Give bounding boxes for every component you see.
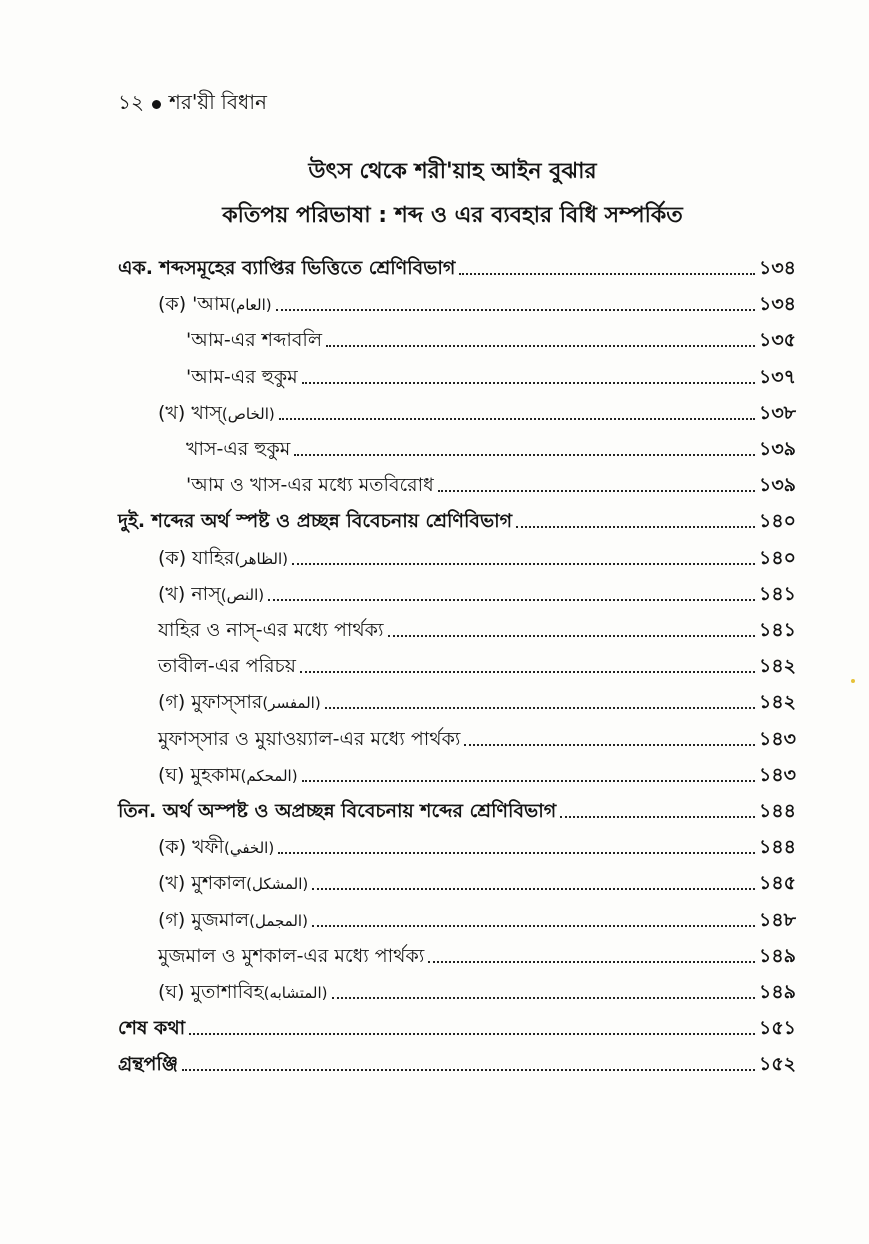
toc-entry-title: মুফাস্সার ও মুয়াওয়্যাল-এর মধ্যে পার্থক্য	[158, 727, 461, 750]
toc-entry	[118, 1044, 796, 1084]
toc-entry-arabic-term: (الخفي)	[223, 839, 275, 858]
toc-entry-title: (ক) 'আম	[158, 293, 231, 316]
toc-entry	[158, 538, 796, 578]
toc-entry-title: (ঘ) মুহকাম	[158, 763, 241, 786]
toc-entry-title: (খ) নাস্	[158, 582, 221, 605]
toc-entry-title: মুজমাল ও মুশকাল-এর মধ্যে পার্থক্য	[158, 944, 425, 967]
toc-entry-title: শেষ কথা	[118, 1017, 186, 1040]
toc-entry-page-number: ১৩৫	[758, 329, 796, 352]
dot-leader	[300, 671, 755, 673]
bullet-icon	[152, 100, 161, 109]
toc-entry-page-number: ১৩৪	[758, 257, 796, 279]
toc-entry-page-number: ১৩৭	[758, 365, 796, 388]
toc-entry-title: 'আম-এর শব্দাবলি	[186, 329, 322, 352]
toc-entry-page-number: ১৪২	[758, 655, 796, 678]
toc-entry-page-number: ১৪১	[759, 582, 796, 605]
toc-entry-title: তিন. অর্থ অস্পষ্ট ও অপ্রচ্ছন্ন বিবেচনায় শব্দের শ্রেণিবিভাগ	[118, 800, 557, 822]
toc-entry-page-number: ১৪৪	[759, 800, 796, 822]
toc-entry	[158, 610, 796, 650]
toc-entry	[158, 972, 796, 1012]
toc-entry	[158, 646, 796, 686]
dot-leader	[438, 490, 755, 492]
dot-leader	[459, 273, 755, 275]
toc-entry	[118, 248, 796, 288]
dot-leader	[276, 309, 755, 311]
toc-entry-title: গ্রন্থপঞ্জি	[118, 1053, 179, 1076]
dot-leader	[278, 852, 755, 854]
toc-entry	[158, 682, 796, 722]
dot-leader	[302, 382, 755, 384]
toc-entry	[118, 791, 796, 831]
toc-entry-title: (ঘ) মুতাশাবিহ	[158, 981, 264, 1003]
toc-entry-page-number: ১৫২	[758, 1053, 796, 1076]
section-title-line-1: উৎস থেকে শরী'য়াহ আইন বুঝার	[308, 159, 597, 184]
toc-entry-page-number: ১৩৮	[758, 401, 796, 424]
toc-entry-page-number: ১৪৪	[759, 836, 796, 859]
toc-entry	[186, 320, 796, 360]
toc-entry	[118, 501, 796, 541]
dot-leader	[388, 635, 756, 637]
dot-leader	[312, 888, 755, 890]
toc-entry-arabic-term: (النص)	[220, 585, 265, 604]
toc-entry-page-number: ১৩৪	[758, 293, 796, 316]
toc-entry-arabic-term: (المجمل)	[249, 911, 308, 930]
toc-entry-page-number: ১৪৯	[759, 944, 796, 967]
dot-leader	[294, 454, 755, 456]
paper-speck	[851, 679, 855, 683]
toc-entry-title: 'আম-এর হুকুম	[186, 365, 298, 388]
toc-entry-arabic-term: (المتشابه)	[263, 984, 328, 1002]
toc-entry-arabic-term: (المشكل)	[246, 875, 309, 894]
toc-entry-page-number: ১৪২	[758, 691, 796, 714]
page-number: ১২	[118, 90, 144, 114]
toc-entry-title: (গ) মুজমাল	[158, 908, 250, 931]
toc-entry-title: তাবীল-এর পরিচয়	[158, 655, 296, 678]
toc-entry-arabic-term: (المفسر)	[262, 694, 321, 713]
toc-entry-page-number: ১৪১	[759, 619, 796, 641]
toc-entry-arabic-term: (العام)	[230, 296, 272, 315]
dot-leader	[182, 1069, 755, 1071]
toc-entry	[158, 755, 796, 795]
toc-entry-title: (খ) খাস্	[158, 401, 222, 424]
dot-leader	[326, 345, 755, 347]
toc-entry-arabic-term: (الظاهر)	[234, 549, 289, 568]
toc-entry-page-number: ১৪৩	[758, 763, 796, 786]
toc-entry-title: খাস-এর হুকুম	[186, 438, 291, 460]
dot-leader	[302, 780, 755, 782]
toc-entry-title: যাহির ও নাস্-এর মধ্যে পার্থক্য	[158, 619, 384, 641]
section-title-line-2: কতিপয় পরিভাষা : শব্দ ও এর ব্যবহার বিধি সম্পর্কিত	[222, 203, 683, 228]
dot-leader	[464, 744, 755, 746]
toc-entry-title: (খ) মুশকাল	[158, 872, 247, 895]
toc-entry-title: দুই. শব্দের অর্থ স্পষ্ট ও প্রচ্ছন্ন বিবেচনায় শ্রেণিবিভাগ	[118, 510, 513, 533]
toc-entry-arabic-term: (الخاص)	[221, 404, 275, 423]
toc-entry	[158, 574, 796, 614]
toc-entry	[158, 284, 796, 324]
toc-entry	[186, 429, 796, 469]
toc-entry	[158, 936, 796, 976]
toc-entry-page-number: ১৫১	[759, 1017, 796, 1040]
dot-leader	[560, 816, 755, 818]
toc-entry-arabic-term: (المحكم)	[240, 766, 298, 785]
toc-entry-page-number: ১৪৮	[759, 908, 796, 931]
toc-entry	[186, 465, 796, 505]
toc-entry-page-number: ১৩৯	[758, 474, 796, 497]
dot-leader	[279, 418, 755, 420]
toc-entry-page-number: ১৪০	[758, 510, 796, 533]
dot-leader	[516, 526, 755, 528]
running-header	[118, 88, 267, 121]
toc-entry-title: (ক) যাহির	[158, 546, 235, 569]
dot-leader	[428, 961, 755, 963]
dot-leader	[325, 707, 755, 709]
toc-entry	[158, 827, 796, 867]
toc-entry	[158, 719, 796, 759]
toc-entry-title: (ক) খফী	[158, 836, 224, 859]
toc-entry	[158, 900, 796, 940]
toc-entry-title: এক. শব্দসমূহের ব্যাপ্তির ভিত্তিতে শ্রেণিবিভাগ	[118, 257, 456, 279]
toc-entry-page-number: ১৩৯	[758, 438, 796, 460]
dot-leader	[268, 599, 755, 601]
toc-entry	[158, 393, 796, 433]
dot-leader	[332, 997, 756, 999]
toc-entry-page-number: ১৪৯	[759, 981, 796, 1003]
toc-entry-title: 'আম ও খাস-এর মধ্যে মতবিরোধ	[186, 474, 434, 497]
dot-leader	[312, 925, 755, 927]
toc-entry	[186, 357, 796, 397]
toc-entry	[158, 863, 796, 903]
toc-entry-page-number: ১৪৩	[758, 727, 796, 750]
toc-entry-page-number: ১৪০	[758, 546, 796, 569]
toc-entry	[118, 1008, 796, 1048]
toc-entry-page-number: ১৪৫	[759, 872, 796, 895]
dot-leader	[292, 563, 755, 565]
toc-entry-title: (গ) মুফাস্সার	[158, 691, 263, 714]
running-title: শর'য়ী বিধান	[168, 90, 267, 114]
dot-leader	[189, 1033, 755, 1035]
